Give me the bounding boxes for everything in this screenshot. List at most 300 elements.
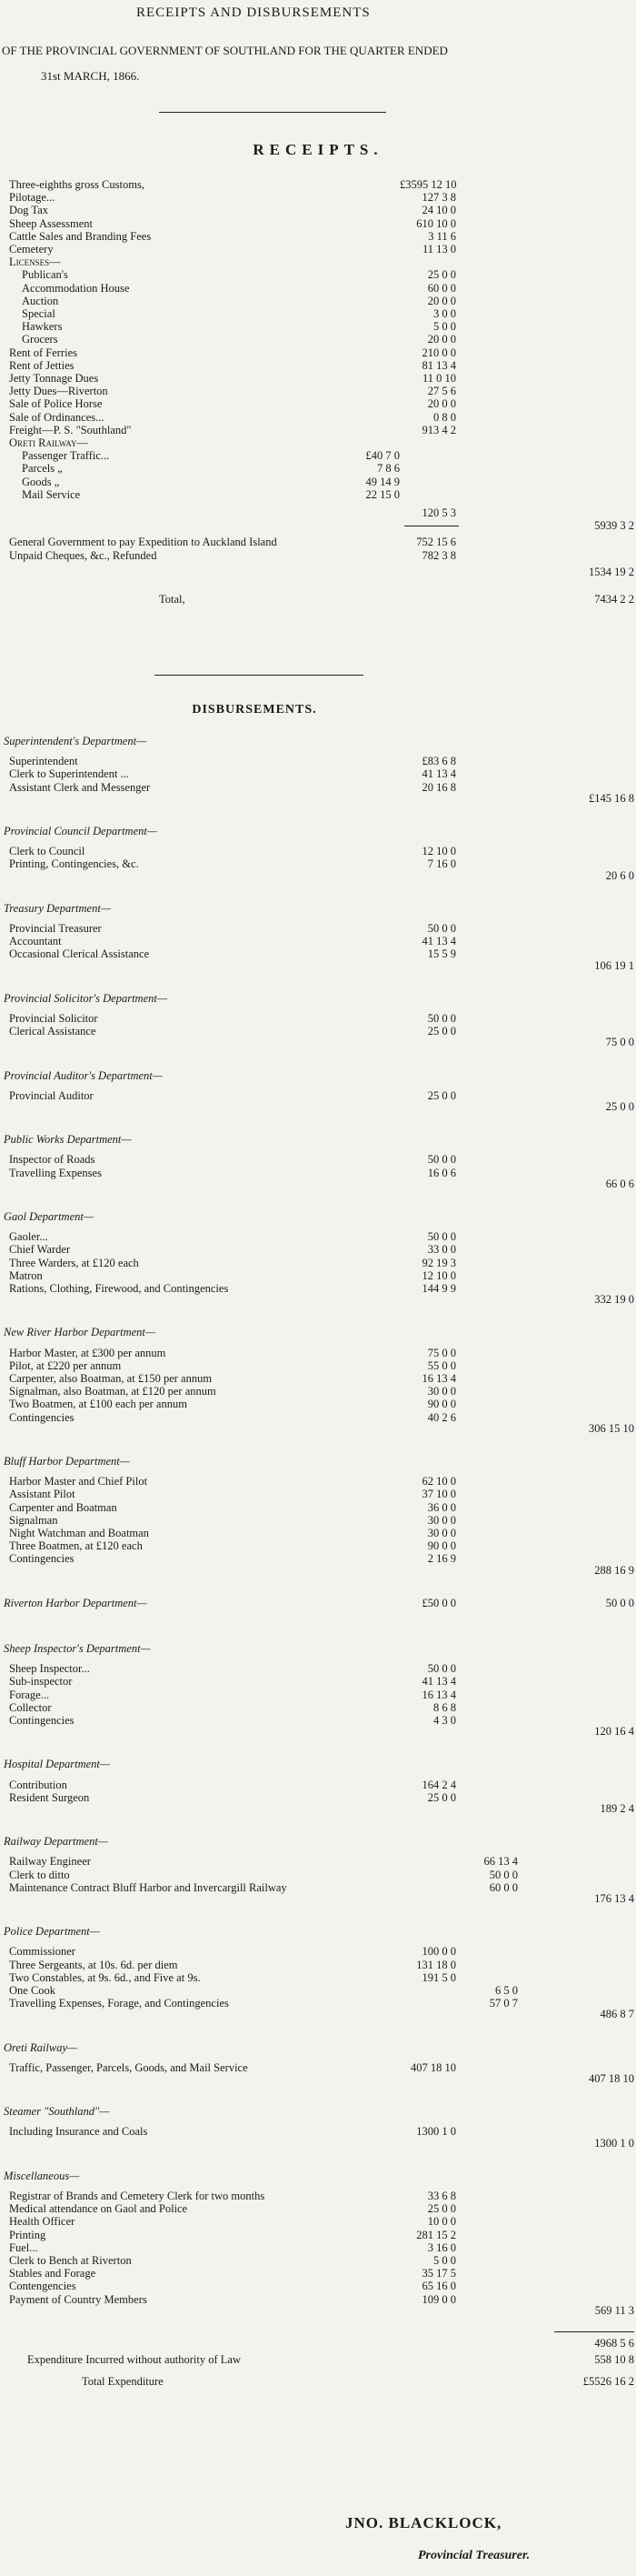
line-item-label: Pilot, at £220 per annum [9, 1358, 122, 1372]
ledger-row [0, 397, 636, 410]
section-heading [0, 825, 636, 837]
ledger-row [0, 845, 636, 857]
section-total: 176 13 4 [594, 1892, 634, 1905]
ledger-row [0, 536, 636, 548]
section-total-row [0, 2304, 636, 2317]
ledger-row [0, 1012, 636, 1025]
ledger-row [0, 243, 636, 256]
section-heading [0, 1597, 636, 1609]
line-item-label: Auction [22, 294, 59, 307]
ledger-row [0, 295, 636, 307]
section-total-row [0, 1802, 636, 1815]
line-item-label: Harbor Master and Chief Pilot [9, 1475, 148, 1488]
section-heading-label: New River Harbor Department— [4, 1326, 155, 1339]
amount: 81 13 4 [422, 358, 456, 372]
line-item-label: Contengencies [9, 2280, 76, 2293]
amount: 50 0 0 [427, 1012, 456, 1025]
ledger-row [0, 1514, 636, 1527]
ledger-row [0, 1501, 636, 1514]
line-item-label: Forage... [9, 1688, 50, 1701]
section-total: 486 8 7 [600, 2008, 634, 2021]
ledger-row [0, 1269, 636, 1282]
ledger-row [0, 2229, 636, 2241]
ledger-row [0, 424, 636, 436]
amount: 782 3 8 [422, 548, 456, 562]
amount: 25 0 0 [427, 1088, 456, 1102]
signature-name: JNO. BLACKLOCK, [345, 2514, 502, 2531]
amount: 109 0 0 [422, 2292, 456, 2306]
amount: £83 6 8 [422, 755, 456, 768]
footer-amount: 4968 5 6 [594, 2337, 634, 2350]
section-rule [154, 675, 363, 676]
section-total-row [0, 1564, 636, 1577]
section-total-row [0, 959, 636, 972]
footer-row [0, 2337, 636, 2350]
ledger-row [0, 1855, 636, 1868]
line-item-label: Three Sergeants, at 10s. 6d. per diem [9, 1958, 178, 1971]
line-item-label: Signalman, also Boatman, at £120 per annum [9, 1385, 216, 1398]
section-heading-label: Provincial Solicitor's Department— [4, 991, 167, 1005]
line-item-label: Chief Warder [9, 1243, 71, 1257]
section-total: 66 0 6 [605, 1177, 634, 1190]
section-total: 25 0 0 [605, 1100, 634, 1113]
amount: 2 16 9 [427, 1552, 456, 1566]
section-total-row [0, 1178, 636, 1190]
footer-amount: 558 10 8 [594, 2353, 634, 2367]
ledger-row [0, 549, 636, 562]
amount: 41 13 4 [422, 935, 456, 948]
amount: 3 16 0 [427, 2240, 456, 2254]
amount: 25 0 0 [427, 2202, 456, 2216]
line-item-label: Inspector of Roads [9, 1153, 95, 1167]
line-item-label: Two Constables, at 9s. 6d., and Five at 9s. [9, 1970, 201, 1984]
ledger-row [0, 488, 636, 501]
amount: 90 0 0 [427, 1539, 456, 1553]
line-item-label: Payment of Country Members [9, 2292, 147, 2306]
amount: 49 14 9 [365, 475, 400, 488]
amount: 11 0 10 [422, 372, 456, 385]
line-item-label: Three Warders, at £120 each [9, 1256, 139, 1269]
ledger-row [0, 1984, 636, 1997]
section-heading-label: Gaol Department— [4, 1210, 94, 1223]
receipts-title: RECEIPTS. [253, 141, 383, 158]
line-item-label: Travelling Expenses, Forage, and Contingencies [9, 1997, 229, 2010]
amount: 1534 19 2 [589, 565, 634, 578]
section-heading-label: Railway Department— [4, 1835, 108, 1849]
line-item-label: Two Boatmen, at £100 each per annum [9, 1398, 187, 1411]
amount: 5939 3 2 [594, 519, 634, 533]
section-total: 332 19 0 [594, 1293, 634, 1307]
section-heading-label: Police Department— [4, 1925, 100, 1939]
amount: 36 0 0 [427, 1500, 456, 1514]
amount: 27 5 6 [427, 385, 456, 398]
amount: 120 5 3 [422, 506, 456, 519]
amount: 50 0 0 [427, 1662, 456, 1676]
line-item-label: Gaoler... [9, 1230, 48, 1244]
section-total-row [0, 1422, 636, 1435]
ledger-row [0, 204, 636, 216]
ledger-row [0, 1359, 636, 1372]
ledger-row [0, 1385, 636, 1398]
section-heading [0, 2041, 636, 2054]
section-heading [0, 2170, 636, 2182]
amount: 41 13 4 [422, 1675, 456, 1689]
ledger-row [0, 519, 636, 532]
line-item-label: Contingencies [9, 1714, 75, 1727]
line-item-label: Total, [159, 593, 185, 606]
line-item-label: Sale of Ordinances... [9, 410, 104, 424]
ledger-row [0, 767, 636, 780]
ledger-row [0, 320, 636, 333]
ledger-row [0, 1475, 636, 1488]
line-item-label: Stables and Forage [9, 2267, 96, 2280]
amount: 12 10 0 [422, 845, 456, 858]
document-heading: RECEIPTS AND DISBURSEMENTS [136, 5, 371, 20]
line-item-label: Publican's [22, 268, 68, 282]
line-item-label: Sub-inspector [9, 1675, 73, 1689]
line-item-label: Contribution [9, 1778, 67, 1791]
amount: 0 8 0 [433, 410, 456, 424]
ledger-row [0, 1971, 636, 1984]
amount: 407 18 10 [411, 2060, 456, 2074]
line-item-label: Hawkers [22, 320, 63, 334]
line-item-label: Including Insurance and Coals [9, 2125, 148, 2139]
ledger-row [0, 935, 636, 947]
ledger-row [0, 333, 636, 346]
line-item-label: Printing [9, 2228, 46, 2241]
amount: 10 0 0 [427, 2215, 456, 2229]
section-heading-label: Sheep Inspector's Department— [4, 1642, 151, 1655]
line-item-label: Clerical Assistance [9, 1025, 96, 1038]
ledger-row [0, 411, 636, 424]
header-rule [159, 112, 386, 113]
line-item-label: Health Officer [9, 2215, 75, 2229]
amount: 16 13 4 [422, 1372, 456, 1385]
footer-row [0, 2375, 636, 2388]
line-item-label: Matron [9, 1268, 43, 1282]
amount: 144 9 9 [422, 1282, 456, 1295]
amount: 3 0 0 [433, 307, 456, 320]
line-item-label: Commissioner [9, 1945, 75, 1959]
ledger-row [0, 1257, 636, 1269]
ledger-row [0, 1945, 636, 1958]
footer-amount: £5526 16 2 [582, 2375, 634, 2389]
amount: 7 16 0 [427, 857, 456, 871]
line-item-label: Freight—P. S. "Southland" [9, 423, 132, 436]
amount: 60 0 0 [489, 1880, 518, 1894]
ledger-row [0, 1959, 636, 1971]
amount: 62 10 0 [422, 1475, 456, 1488]
section-heading-label: Steamer "Southland"— [4, 2105, 110, 2119]
section-total-row [0, 1293, 636, 1306]
section-total-row [0, 2072, 636, 2085]
section-heading [0, 1835, 636, 1848]
section-heading [0, 1758, 636, 1770]
line-item-label: Provincial Auditor [9, 1088, 94, 1102]
amount: 11 13 0 [422, 243, 456, 256]
line-item-label: Passenger Traffic... [22, 449, 110, 463]
ledger-row [0, 2254, 636, 2267]
amount: 25 0 0 [427, 268, 456, 282]
line-item-label: One Cook [9, 1984, 56, 1997]
line-item-label: Accommodation House [22, 281, 130, 295]
section-heading [0, 1133, 636, 1146]
ledger-row [0, 1689, 636, 1701]
amount: 3 11 6 [428, 229, 456, 243]
line-item-label: Cemetery [9, 243, 54, 256]
line-item-label: Contingencies [9, 1410, 75, 1424]
section-heading [0, 1210, 636, 1223]
ledger-row [0, 346, 636, 359]
ledger-row [0, 1662, 636, 1675]
amount: 15 5 9 [427, 947, 456, 961]
amount: £50 0 0 [422, 1596, 456, 1609]
line-item-label: Harbor Master, at £300 per annum [9, 1346, 166, 1359]
amount: 281 15 2 [416, 2228, 456, 2241]
amount: £40 7 0 [365, 449, 400, 463]
line-item-label: Rent of Ferries [9, 346, 77, 359]
amount: 127 3 8 [422, 191, 456, 205]
amount: 35 17 5 [422, 2267, 456, 2280]
ledger-row [0, 256, 636, 268]
amount: 30 0 0 [427, 1385, 456, 1398]
section-total-row [0, 2137, 636, 2150]
amount: 20 0 0 [427, 294, 456, 307]
amount: 30 0 0 [427, 1513, 456, 1527]
ledger-row [0, 2202, 636, 2215]
ledger-row [0, 1372, 636, 1385]
line-item-label: Contingencies [9, 1552, 75, 1566]
amount: 33 0 0 [427, 1243, 456, 1257]
ledger-row [0, 1488, 636, 1500]
section-total: 1300 1 0 [594, 2136, 634, 2150]
line-item-label: Oreti Railway— [9, 436, 88, 449]
amount: £3595 12 10 [400, 178, 457, 191]
ledger-row [0, 1243, 636, 1256]
ledger-row [0, 1347, 636, 1359]
amount: 40 2 6 [427, 1410, 456, 1424]
amount: 22 15 0 [365, 487, 400, 501]
line-item-label: Special [22, 307, 55, 320]
ledger-row [0, 372, 636, 385]
line-item-label: Dog Tax [9, 204, 48, 217]
section-heading-label: Treasury Department— [4, 901, 111, 915]
ledger-row [0, 268, 636, 281]
document-date: 31st MARCH, 1866. [41, 69, 140, 83]
amount: 210 0 0 [422, 346, 456, 359]
amount: 6 5 0 [495, 1984, 518, 1997]
section-heading-label: Public Works Department— [4, 1133, 132, 1147]
ledger-row [0, 307, 636, 320]
line-item-label: Rent of Jetties [9, 358, 75, 372]
amount: 20 0 0 [427, 333, 456, 346]
section-heading [0, 1455, 636, 1468]
amount: 7434 2 2 [594, 593, 634, 606]
line-item-label: Sheep Assessment [9, 216, 94, 230]
line-item-label: Provincial Treasurer [9, 922, 102, 935]
section-total: 306 15 10 [589, 1421, 634, 1435]
ledger-row [0, 566, 636, 578]
ledger-row [0, 2280, 636, 2292]
section-total-row [0, 869, 636, 882]
section-heading-label: Provincial Council Department— [4, 825, 157, 837]
section-total-row [0, 2008, 636, 2020]
section-total: 120 16 4 [594, 1725, 634, 1739]
amount: 50 0 0 [427, 1230, 456, 1244]
ledger-row [0, 449, 636, 462]
ledger-row [0, 1779, 636, 1791]
ledger-row [0, 1398, 636, 1410]
line-item-label: Signalman [9, 1513, 58, 1527]
amount: 66 13 4 [483, 1855, 518, 1869]
line-item-label: Three Boatmen, at £120 each [9, 1539, 143, 1553]
ledger-row [0, 506, 636, 519]
amount: 24 10 0 [422, 204, 456, 217]
ledger-row [0, 1527, 636, 1539]
amount: 12 10 0 [422, 1268, 456, 1282]
section-heading [0, 1642, 636, 1655]
section-total: 189 2 4 [600, 1802, 634, 1815]
amount: 913 4 2 [422, 423, 456, 436]
amount: 16 13 4 [422, 1688, 456, 1701]
line-item-label: Superintendent [9, 755, 78, 768]
line-item-label: Collector [9, 1700, 52, 1714]
ledger-row [0, 2241, 636, 2254]
section-total: 75 0 0 [605, 1036, 634, 1049]
line-item-label: Licenses— [9, 256, 61, 269]
line-item-label: Clerk to Superintendent ... [9, 767, 129, 781]
line-item-label: Cattle Sales and Branding Fees [9, 229, 152, 243]
section-heading-label: Hospital Department— [4, 1758, 111, 1771]
amount: 610 10 0 [416, 216, 456, 230]
ledger-row [0, 1153, 636, 1166]
ledger-row [0, 1869, 636, 1881]
line-item-label: Goods „ [22, 475, 60, 488]
ledger-row [0, 1701, 636, 1714]
ledger-row [0, 178, 636, 191]
line-item-label: Jetty Dues—Riverton [9, 385, 108, 398]
amount: 4 3 0 [433, 1714, 456, 1727]
amount: 5 0 0 [433, 2254, 456, 2267]
ledger-row [0, 217, 636, 230]
ledger-row [0, 359, 636, 372]
line-item-label: Traffic, Passenger, Parcels, Goods, and Mail Service [9, 2060, 248, 2074]
ledger-row [0, 593, 636, 606]
amount: 50 0 0 [489, 1868, 518, 1881]
ledger-row [0, 755, 636, 767]
line-item-label: Three-eighths gross Customs, [9, 178, 144, 191]
line-item-label: Assistant Pilot [9, 1488, 75, 1501]
ledger-row [0, 191, 636, 204]
section-total-row [0, 1725, 636, 1738]
line-item-label: Resident Surgeon [9, 1790, 90, 1804]
ledger-row [0, 476, 636, 488]
section-total: 20 6 0 [605, 868, 634, 882]
amount: 41 13 4 [422, 767, 456, 781]
amount: 7 8 6 [377, 462, 400, 476]
ledger-row [0, 2190, 636, 2202]
ledger-row [0, 282, 636, 295]
ledger-row [0, 922, 636, 935]
amount: 100 0 0 [422, 1945, 456, 1959]
ledger-row [0, 1230, 636, 1243]
section-total-row [0, 1100, 636, 1113]
amount: 25 0 0 [427, 1790, 456, 1804]
section-total: 106 19 1 [594, 958, 634, 972]
footer-label: Expenditure Incurred without authority of Law [27, 2353, 241, 2367]
line-item-label: Fuel... [9, 2240, 38, 2254]
document-subheading: OF THE PROVINCIAL GOVERNMENT OF SOUTHLAND FOR THE QUARTER ENDED [2, 44, 448, 57]
section-heading [0, 2105, 636, 2118]
amount: 30 0 0 [427, 1527, 456, 1539]
section-heading-label: Oreti Railway— [4, 2040, 78, 2054]
section-total: 50 0 0 [605, 1596, 634, 1609]
line-item-label: General Government to pay Expedition to Auckland Island [9, 536, 277, 549]
section-total-row [0, 1892, 636, 1905]
line-item-label: Sale of Police Horse [9, 397, 103, 411]
section-heading [0, 902, 636, 915]
amount: 5 0 0 [433, 320, 456, 334]
ledger-row [0, 436, 636, 449]
footer-label: Total Expenditure [82, 2375, 164, 2389]
amount: 50 0 0 [427, 1153, 456, 1167]
total-rule [554, 2331, 634, 2332]
ledger-row [0, 1675, 636, 1688]
ledger-row [0, 462, 636, 475]
line-item-label: Unpaid Cheques, &c., Refunded [9, 548, 157, 562]
ledger-row [0, 2267, 636, 2280]
line-item-label: Night Watchman and Boatman [9, 1527, 149, 1539]
amount: 1300 1 0 [416, 2125, 456, 2139]
section-heading-label: Bluff Harbor Department— [4, 1455, 130, 1468]
line-item-label: Carpenter, also Boatman, at £150 per annum [9, 1372, 213, 1385]
section-total: 407 18 10 [589, 2072, 634, 2085]
amount: 8 6 8 [433, 1700, 456, 1714]
line-item-label: Sheep Inspector... [9, 1662, 90, 1676]
line-item-label: Printing, Contingencies, &c. [9, 857, 139, 871]
line-item-label: Clerk to ditto [9, 1868, 70, 1881]
line-item-label: Parcels „ [22, 462, 63, 476]
line-item-label: Clerk to Council [9, 845, 85, 858]
section-heading [0, 735, 636, 747]
amount: 25 0 0 [427, 1025, 456, 1038]
line-item-label: Jetty Tonnage Dues [9, 372, 99, 385]
section-heading [0, 1925, 636, 1938]
amount: 164 2 4 [422, 1778, 456, 1791]
section-heading [0, 1326, 636, 1338]
line-item-label: Mail Service [22, 487, 81, 501]
section-heading-label: Miscellaneous— [4, 2169, 80, 2182]
section-heading [0, 1069, 636, 1082]
line-item-label: Occasional Clerical Assistance [9, 947, 150, 961]
line-item-label: Assistant Clerk and Messenger [9, 780, 151, 794]
amount: 60 0 0 [427, 281, 456, 295]
line-item-label: Registrar of Brands and Cemetery Clerk for two months [9, 2190, 265, 2202]
amount: 90 0 0 [427, 1398, 456, 1411]
amount: 20 0 0 [427, 397, 456, 411]
line-item-label: Medical attendance on Gaol and Police [9, 2202, 188, 2216]
amount: 191 5 0 [422, 1970, 456, 1984]
amount: 65 16 0 [422, 2280, 456, 2293]
amount: 16 0 6 [427, 1166, 456, 1179]
line-item-label: Railway Engineer [9, 1855, 91, 1869]
section-total-row [0, 792, 636, 805]
line-item-label: Rations, Clothing, Firewood, and Contingencies [9, 1282, 229, 1295]
amount: 131 18 0 [416, 1958, 456, 1971]
line-item-label: Accountant [9, 935, 62, 948]
amount: 57 0 7 [489, 1997, 518, 2010]
section-heading-label: Superintendent's Department— [4, 735, 147, 747]
